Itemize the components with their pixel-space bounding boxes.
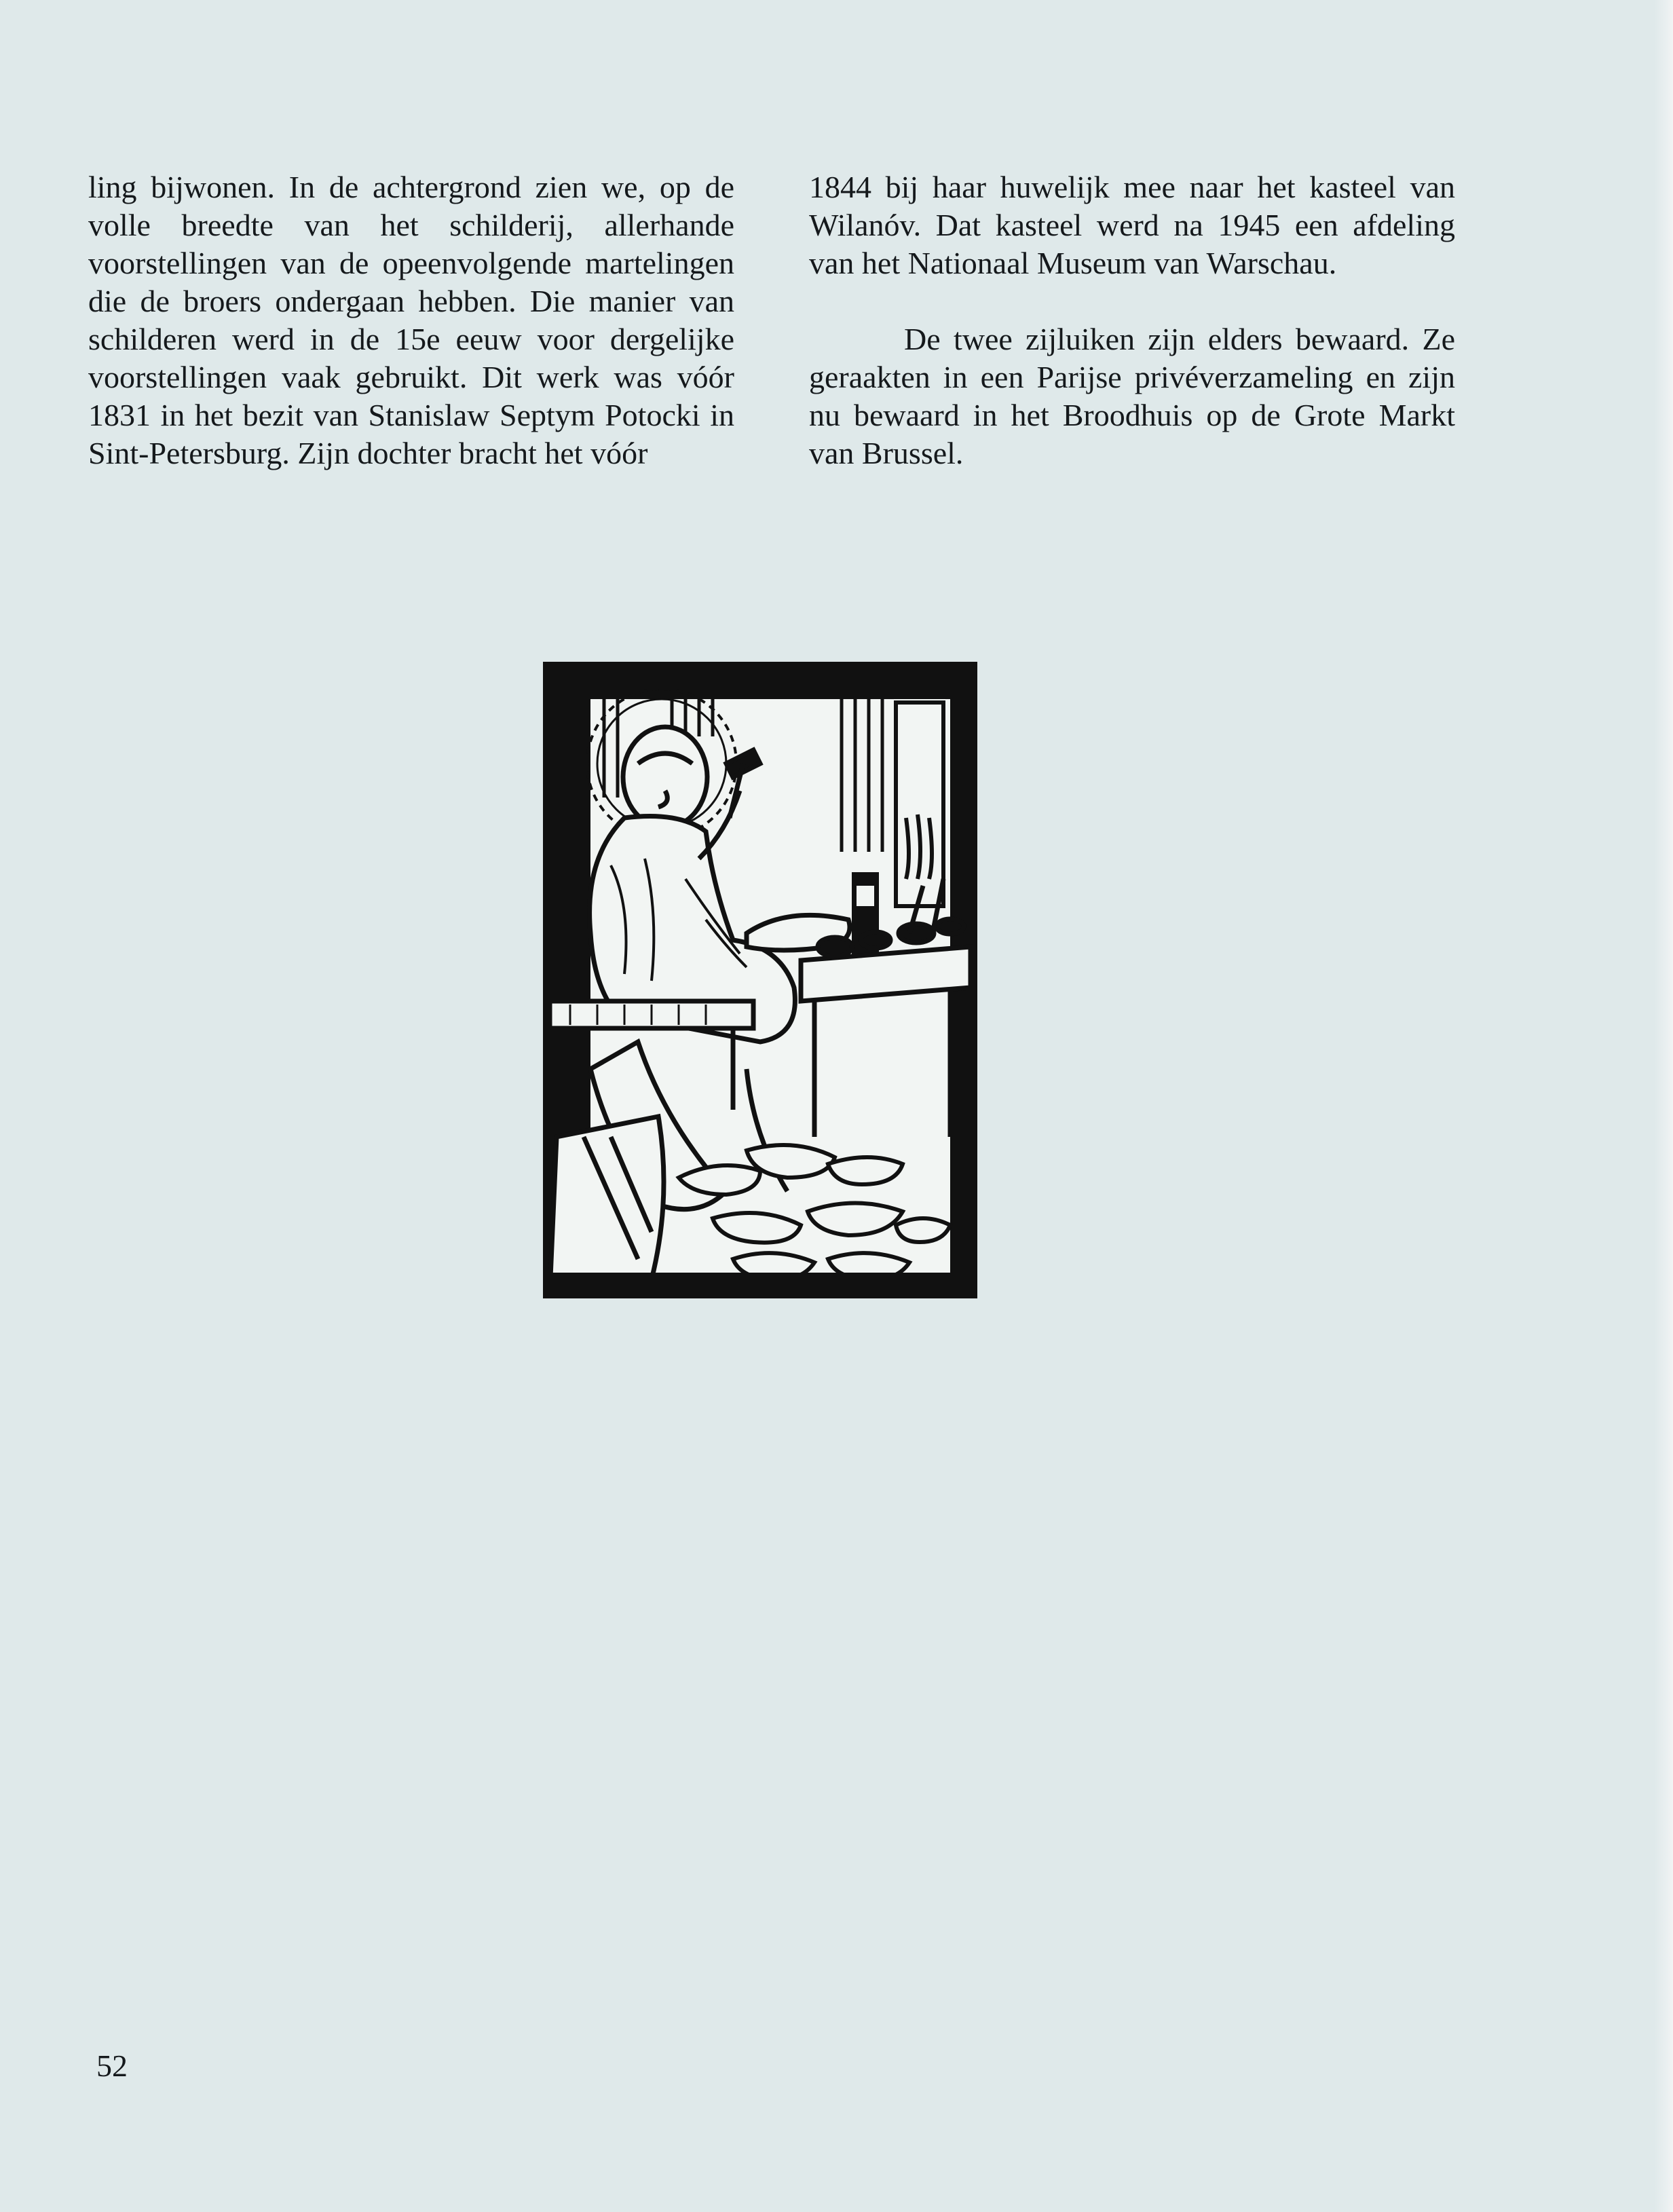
foreground-boot (550, 1117, 664, 1293)
paragraph: 1844 bij haar huwelijk mee naar het kasteel van Wilanóv. Dat kasteel werd na 1945 een afdeling van het Nationaal Museum van Warschau. (809, 170, 1455, 280)
text-column-right (809, 168, 1455, 472)
paragraph: De twee zijluiken zijn elders bewaard. Ze geraakten in een Parijse privéverzameling en zijn nu bewaard in het Broodhuis op de Grote Markt van Brussel. (809, 322, 1455, 470)
page-edge (1654, 0, 1673, 2212)
woodcut-shoemaker-saint-illustration (543, 662, 977, 1298)
page-number: 52 (96, 2048, 128, 2083)
paragraph: ling bijwonen. In de achtergrond zien we, op de volle breedte van het schilderij, allerhande voorstellingen van de opeenvolgende martelingen die de broers ondergaan hebben. Die manier van schilderen werd in de 15e eeuw voor dergelijke voorstellingen vaak gebruikt. Dit werk was vóór 1831 in het bezit van Stanislaw Septym Potocki in Sint-Petersburg. Zijn dochter bracht het vóór (88, 170, 734, 470)
text-column-left (88, 168, 734, 472)
